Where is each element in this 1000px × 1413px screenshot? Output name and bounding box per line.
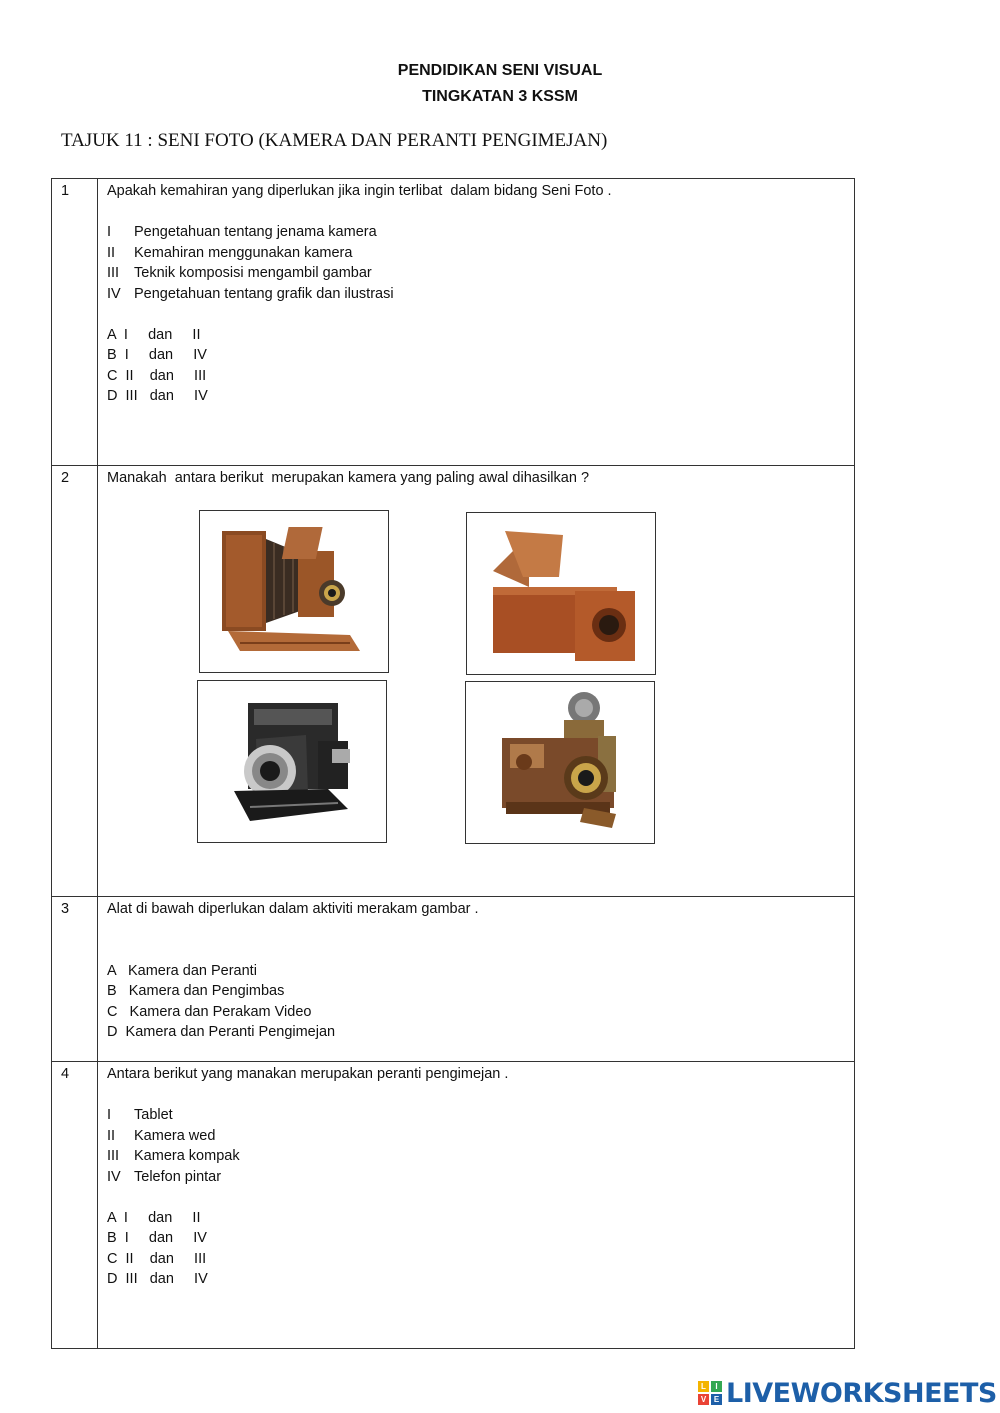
liveworksheets-logo[interactable] [698, 1376, 997, 1410]
question-row-4 [52, 1062, 855, 1349]
answer-option-d[interactable]: D Kamera dan Peranti Pengimejan [107, 1024, 336, 1040]
statement-roman: IV [107, 1168, 121, 1185]
statement-item [107, 1167, 854, 1188]
statement-item [107, 243, 854, 264]
header-title: PENDIDIKAN SENI VISUAL [397, 62, 603, 79]
question-number: 1 [61, 183, 70, 199]
questions-table [51, 178, 855, 1349]
statement-item [107, 284, 854, 305]
statement-text: Teknik komposisi mengambil gambar [134, 265, 372, 281]
statement-item [107, 1126, 854, 1147]
answer-option-a[interactable]: A I dan II [107, 326, 201, 343]
logo-letter: I [711, 1381, 722, 1392]
statement-item [107, 222, 854, 243]
answer-option-c[interactable]: C II dan III [107, 1250, 207, 1267]
answer-option-b[interactable]: B Kamera dan Pengimbas [107, 983, 285, 999]
logo-letter: V [698, 1394, 709, 1405]
answer-option-b[interactable]: B I dan IV [107, 347, 207, 363]
statement-roman: III [107, 1148, 120, 1164]
answer-option-c[interactable]: C Kamera dan Perakam Video [107, 1003, 312, 1020]
statement-item [107, 263, 854, 284]
logo-letter: L [698, 1381, 709, 1392]
folding-camera-photo[interactable] [197, 680, 387, 843]
answer-option-d[interactable]: D III dan IV [107, 388, 208, 404]
question-text: Antara berikut yang manakan merupakan peranti pengimejan . [107, 1066, 509, 1082]
statement-roman: II [107, 1127, 116, 1144]
statement-item [107, 1146, 854, 1167]
header-subtitle: TINGKATAN 3 KSSM [422, 88, 578, 105]
statement-text: Telefon pintar [134, 1168, 222, 1185]
statement-text: Tablet [134, 1107, 173, 1123]
statement-roman: II [107, 244, 116, 261]
box-camera-photo[interactable] [466, 512, 656, 675]
topic-title: TAJUK 11 : SENI FOTO (KAMERA DAN PERANTI PENGIMEJAN) [61, 130, 608, 151]
logo-letter: E [711, 1394, 722, 1405]
answer-option-a[interactable]: A I dan II [107, 1209, 201, 1226]
steampunk-camera-photo[interactable] [465, 681, 655, 844]
statement-text: Kamera wed [134, 1127, 216, 1144]
statement-item [107, 1105, 854, 1126]
answer-option-c[interactable]: C II dan III [107, 367, 207, 384]
statement-text: Kamera kompak [134, 1148, 240, 1164]
logo-text: LIVEWORKSHEETS [726, 1377, 997, 1409]
question-text: Apakah kemahiran yang diperlukan jika ingin terlibat dalam bidang Seni Foto . [107, 183, 612, 199]
logo-mark-icon [698, 1381, 722, 1405]
statement-roman: III [107, 265, 120, 281]
question-text: Alat di bawah diperlukan dalam aktiviti merakam gambar . [107, 901, 479, 917]
answer-option-d[interactable]: D III dan IV [107, 1271, 208, 1287]
question-text: Manakah antara berikut merupakan kamera yang paling awal dihasilkan ? [107, 470, 590, 486]
question-row-1 [52, 179, 855, 466]
bellows-camera-photo[interactable] [199, 510, 389, 673]
answer-option-b[interactable]: B I dan IV [107, 1230, 207, 1246]
question-number: 3 [61, 901, 70, 917]
question-row-3 [52, 897, 855, 1062]
answer-option-a[interactable]: A Kamera dan Peranti [107, 962, 257, 979]
statement-roman: I [107, 224, 112, 240]
statement-text: Pengetahuan tentang grafik dan ilustrasi [134, 285, 394, 302]
question-number: 2 [61, 470, 70, 486]
question-number: 4 [61, 1066, 70, 1082]
statement-text: Pengetahuan tentang jenama kamera [134, 224, 377, 240]
statement-text: Kemahiran menggunakan kamera [134, 244, 353, 261]
question-row-2 [52, 466, 855, 897]
statement-roman: IV [107, 285, 121, 302]
statement-roman: I [107, 1107, 112, 1123]
